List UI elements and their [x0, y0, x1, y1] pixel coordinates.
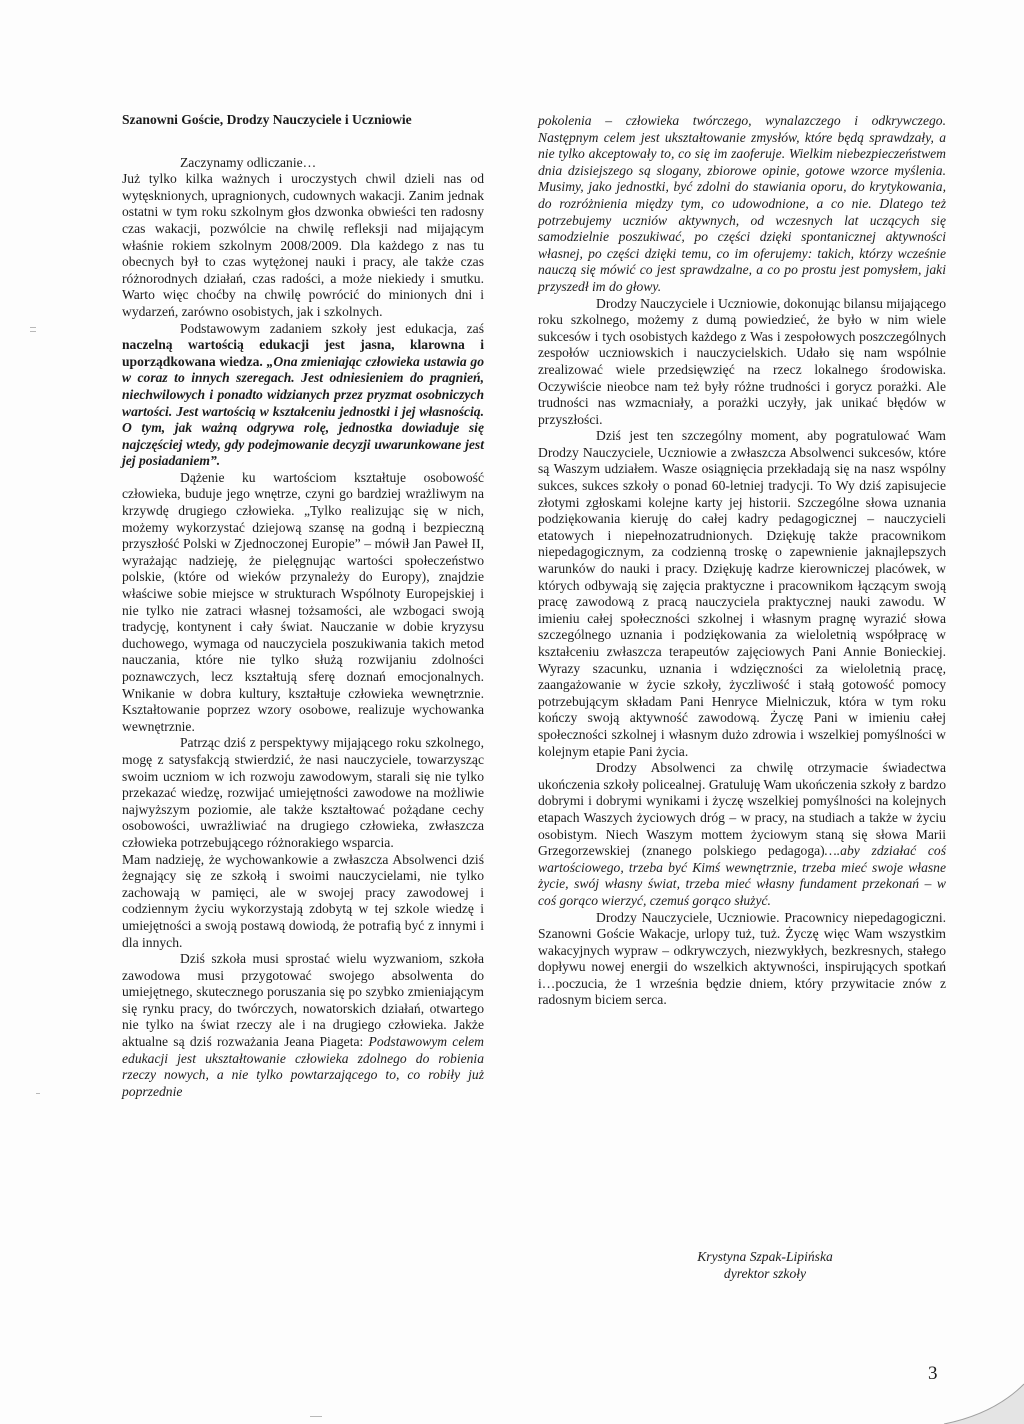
page-number: 3	[928, 1363, 938, 1384]
signature-name: Krystyna Szpak-Lipińska	[697, 1249, 833, 1264]
paragraph	[538, 760, 946, 909]
paragraph: Mam nadzieję, że wychowankowie a zwłaszcza Absolwenci dziś żegnający się ze szkołą i swoimi nauczycielami, nie tylko zachowają w pamięci, ale w swojej pracy zawodowej i codziennym życiu wykorzystają zdobytą w tej szkole wiedzę i umiejętności a swoją postawą dowiodą, że potrafią być z innymi i dla innych.	[122, 851, 484, 950]
signature-role: dyrektor szkoły	[723, 1266, 807, 1281]
left-column	[122, 112, 484, 1100]
paragraph	[122, 321, 484, 470]
paragraph: Patrząc dziś z perspektywy mijającego roku szkolnego, mogę z satysfakcją stwierdzić, że nasi nauczyciele, towarzysząc swoim uczniom w ich rozwoju zawodowym, starali się nie tylko przekazać wiedzę, rozwijać umiejętności zawodowe na możliwie najwyższym poziomie, ale także kształtować pożądane cechy osobowości, uwrażliwiać na drugiego człowieka, zwłaszcza człowieka potrzebującego różnorakiego wsparcia.	[122, 735, 484, 850]
paragraph: Drodzy Nauczyciele, Uczniowie. Pracownicy niepedagogiczni. Szanowni Goście Wakacje, urlopy tuż, tuż. Życzę więc Wam wszystkim wakacyjnych wypraw – odkrywczych, niezwykłych, bezkresnych, stałego dopływu nowej energii do wszelkich aktywności, inspirujących spotkań i…poczucia, że 1 września będzie dniem, który przywitacie znów z radosnym biciem serca.	[538, 909, 946, 1008]
italic-quote: Podstawowym celem edukacji jest ukształtowanie człowieka zdolnego do robienia rzeczy nowych, a nie tylko powtarzającego to, co robiły już poprzednie	[122, 1034, 484, 1099]
paragraph-lead: Zaczynamy odliczanie…	[180, 154, 317, 170]
scan-artifact	[36, 1093, 40, 1094]
salutation-heading: Szanowni Goście, Drodzy Nauczyciele i Uczniowie	[122, 112, 412, 127]
text-run: Drodzy Absolwenci za chwilę otrzymacie świadectwa ukończenia szkoły policealnej. Gratuluję Wam ukończenia szkoły z bardzo dobrymi i dobrymi wynikami i życzę wszelkiej pomyślności na kolejnych etapach Waszych życiowych dróg – w pracy, na studiach a także w życiu osobistym. Niech Waszym mottem życiowym staną się słowa Marii Grzegorzewskiej (znanego polskiego pedagoga)	[538, 760, 946, 859]
bold-italic-quote: „Ona zmieniając człowieka ustawia go w coraz to innych szeregach. Jest odniesieniem do pragnień, niechwilowych i ponadto widzianych przez pryzmat osobniczych wartości. Jest wartością w kształceniu jednostki i jej własnością. O tym, jak ważną odgrywa rolę, jednostka dowiaduje się najczęściej wtedy, gdy podejmowanie decyzji uwarunkowane jest jej posiadaniem”.	[122, 353, 484, 469]
text-run: Dziś szkoła musi sprostać wielu wyzwaniom, szkoła zawodowa musi przygotować swojego absolwenta do umiejętnego, skutecznego poruszania się po szybko zmieniającym się rynku pracy, do twórczych, nowatorskich działań, otwartego nie tylko na świat rzeczy ale i na drugiego człowieka. Jakże aktualne są dziś rozważania Jeana Piageta:	[122, 951, 484, 1050]
scan-artifact	[310, 1416, 322, 1417]
paragraph: Drodzy Nauczyciele i Uczniowie, dokonując bilansu mijającego roku szkolnego, możemy z dumą powiedzieć, że było w nim wiele sukcesów i tych osobistych każdego z Was i zespołowych poszczególnych zespołów uczniowskich i nauczycielskich. Udało się nam wspólnie zrealizować wiele przedsięwzięć na rzecz lokalnego środowiska. Oczywiście nieobce nam też były różne trudności i gorycz porażki. Ale trudności nas wzmacniały, a porażki uczyły, jak unikać błędów w przyszłości.	[538, 295, 946, 427]
page-curl-shadow	[904, 1364, 1024, 1424]
italic-quote: ….aby zdziałać coś wartościowego, trzeba być Kimś wewnętrznie, trzeba mieć swoje własne życie, swój własny świat, trzeba mieć własny fundament przekonań – w coś gorąco wierzyć, czemuś gorąco służyć.	[538, 843, 946, 908]
paragraph: Dziś jest ten szczególny moment, aby pogratulować Wam Drodzy Nauczyciele, Uczniowie a zwłaszcza Absolwenci sukcesów, które są Waszym udziałem. Wasze osiągnięcia przekładają się na nasz wspólny sukces, sukces szkoły o ponad 60-letniej tradycji. To Wy dziś zapisujecie złotymi zgłoskami kolejne karty jej historii. Szczególne słowa uznania podziękowania kieruję do całej kadry pedagogicznej – nauczycieli etatowych i niepełnozatrudnionych. Dziękuję także pracownikom niepedagogicznym, za codzienną troskę o zapewnienie jaknajlepszych warunków do nauki i pracy. Dziękuję kadrze kierowniczej placówek, w których odbywają się zajęcia praktyczne i pracownikom łączącym swoją pracę zawodową z pracą nauczyciela praktycznej nauki zawodu. W imieniu całej społeczności szkolnej i własnym pragnę wyrazić słowa szczególnego uznania i podziękowania za wieloletnią współpracę w kształceniu zwłaszcza terapeutów zajęciowych Pani Annie Bonieckiej. Wyrazy szacunku, uznania i wdzięczności za wieloletnią pracę, zaangażowanie w życie szkoły, życzliwość i stałą gotowość pomocy potrzebującym składam Pani Henryce Mielniczuk, która w tym roku kończy swoją aktywność zawodową. Życzę Pani w imieniu całej społeczności szkolnej i własnym dużo zdrowia i wszelkiej pomyślności w kolejnym etapie Pani życia.	[538, 428, 946, 759]
paragraph: Dążenie ku wartościom kształtuje osobowość człowieka, buduje jego wnętrze, czyni go bardziej wrażliwym na krzywdę drugiego człowieka. „Tylko realizując się w nich, możemy wykorzystać dziejową szansę na godną i bezpieczną przyszłość Polski w Zjednoczonej Europie” – mówił Jan Paweł II, wyrażając nadzieję, że pielęgnując wartości społeczeństwo polskie, (które od wieków przynależy do Europy), znajdzie właściwe sobie miejsce w strukturach Wspólnoty Europejskiej i nie tylko nie zatraci własnej tożsamości, ale wzbogaci swoją tradycję, kontynent i cały świat. Nauczanie w dobie kryzysu duchowego, wymaga od nauczyciela poszukiwania takich metod nauczania, które nie tylko służą rozwijaniu zdolności poznawczych, lecz kształtują sferę doznań emocjonalnych. Wnikanie w dobra kultury, kształtuje człowieka wewnętrznie. Kształtowanie poprzez wzory osobowe, realizuje wychowanka wewnętrznie.	[122, 469, 484, 734]
scan-artifact	[30, 327, 36, 328]
paragraph	[122, 951, 484, 1100]
bold-text: naczelną wartością edukacji jest jasna, klarowna i uporządkowana wiedza.	[122, 337, 484, 369]
right-column	[538, 113, 946, 1009]
paragraph: Już tylko kilka ważnych i uroczystych chwil dzieli nas od wytęsknionych, upragnionych, cudownych wakacji. Zanim jednak ostatni w tym roku szkolnym głos dzwonka obwieści ten radosny czas wakacji, pozwólcie na chwilę refleksji nad mijającym właśnie rokiem szkolnym 2008/2009. Dla każdego z nas tu obecnych był to czas wytężonej nauki i pracy, ale także czas różnorodnych działań, czas radości, a może niekiedy i smutku. Warto więc choćby na chwilę powrócić do minionych dni i wydarzeń, zarówno osobistych, jak i szkolnych.	[122, 171, 484, 319]
scan-artifact	[30, 331, 36, 332]
text-run: Podstawowym zadaniem szkoły jest edukacja, zaś	[180, 320, 484, 336]
italic-quote: pokolenia – człowieka twórczego, wynalazczego i odkrywczego. Następnym celem jest ukształtowanie zmysłów, które będą sprawdzały, a nie tylko akceptowały to, co się im zaoferuje. Wielkim niebezpieczeństwem dnia dzisiejszego są slogany, zbiorowe opinie, gotowe wzorce myślenia. Musimy, jako jednostki, być zdolni do stawiania oporu, do krytykowania, do rozróżnienia między tym, co udowodnione, a co nie. Dlatego też potrzebujemy uczniów aktywnych, od wczesnych lat uczących się samodzielnie poszukiwać, po części dzięki spontanicznej aktywności własnej, po części dzięki temu, co im oferujemy: takich, którzy wcześnie nauczą się mówić co jest sprawdzalne, a co po prostu jest pomysłem, jaki przyszedł im do głowy.	[538, 113, 946, 294]
